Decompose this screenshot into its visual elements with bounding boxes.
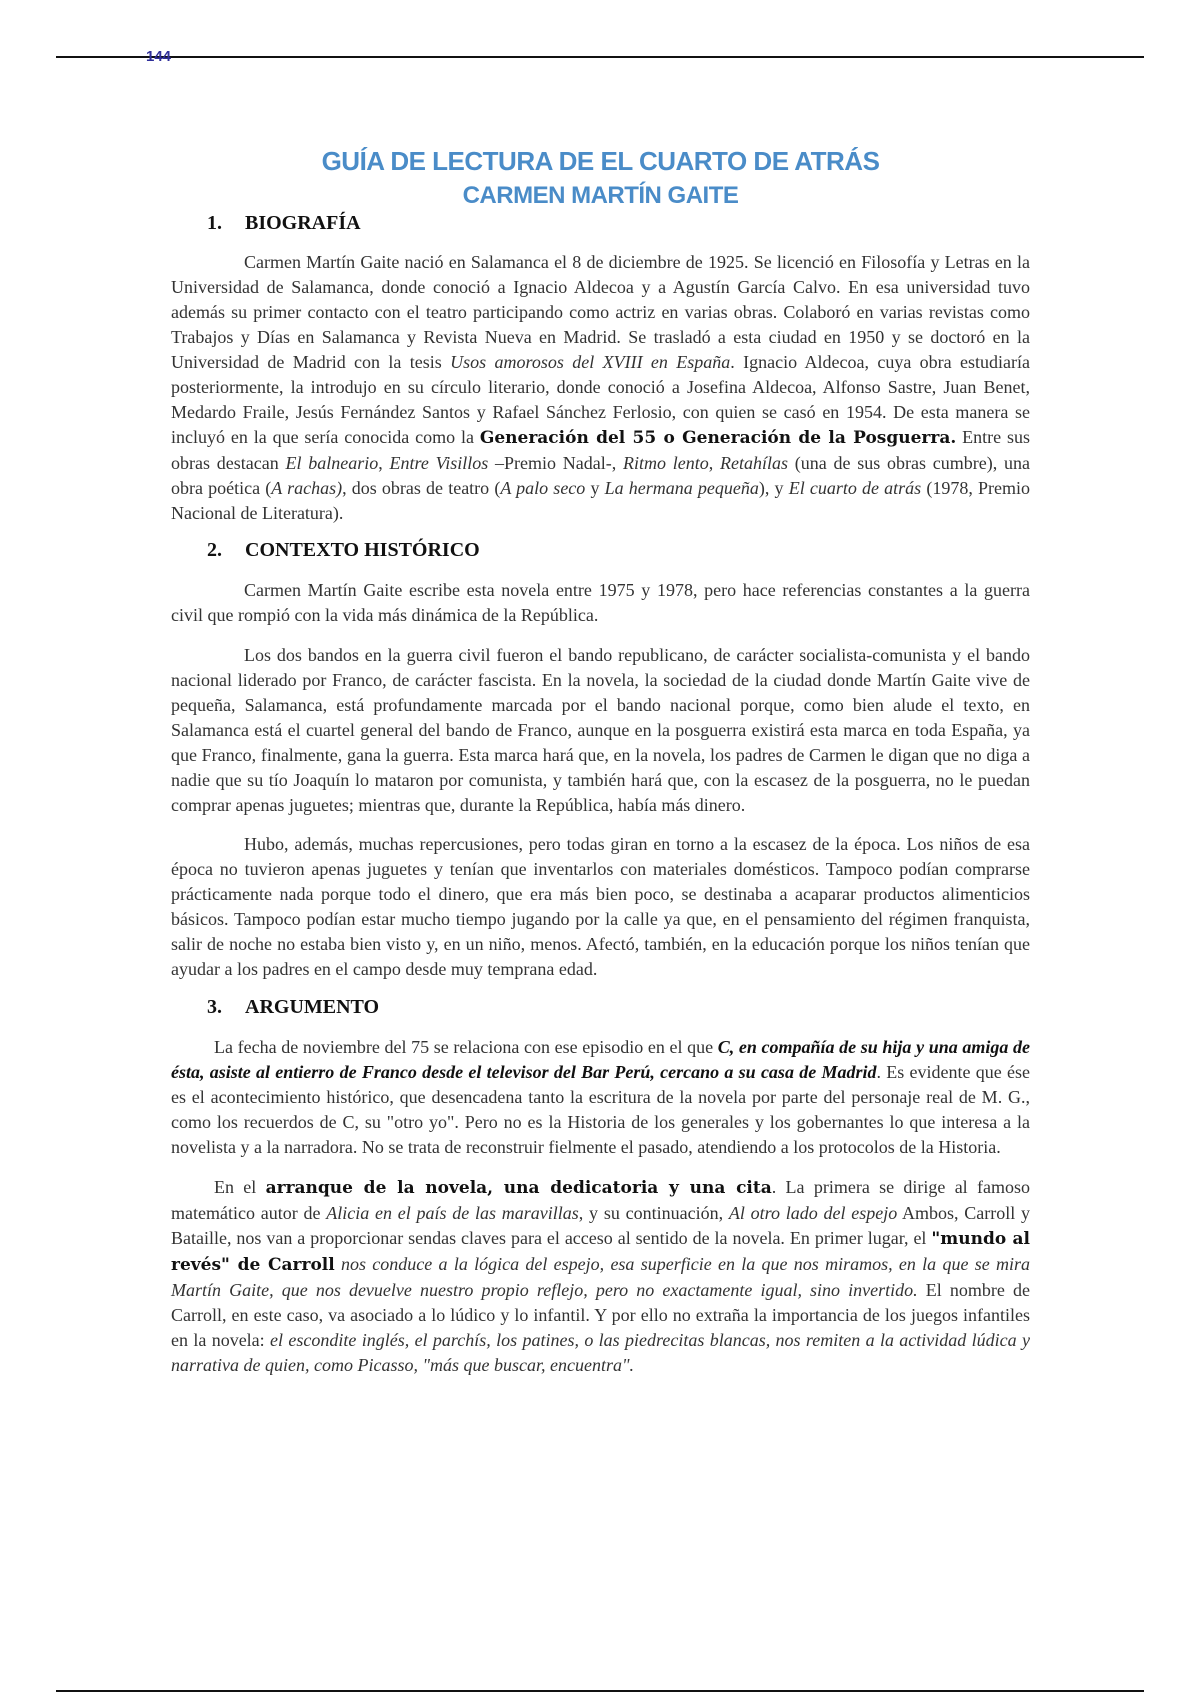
page-number: 144 <box>146 48 172 65</box>
text-run: Carmen Martín Gaite nació en Salamanca el 8 de diciembre de 1925. Se licenció en Filosofía y Letras en la Universidad de Salamanca, donde conoció a Ignacio Aldecoa y a Agustín García Calvo. En esa universidad tuvo además su primer contacto con el teatro participando como actriz en varias obras. Colaboró en varias revistas como Trabajos y Días en Salamanca y Revista Nueva en Madrid. Se trasladó a esta ciudad en 1950 y se doctoró en la Universidad de Madrid con la tesis <box>171 252 1030 372</box>
text-run-strong: "mundo al revés" de Carroll <box>171 1229 1030 1275</box>
top-rule <box>56 56 1144 58</box>
text-run: ), y <box>758 478 789 498</box>
text-run-em: El balneario <box>285 453 379 473</box>
section-title: ARGUMENTO <box>245 996 380 1018</box>
text-run-em: A palo seco <box>500 478 586 498</box>
document-title: GUÍA DE LECTURA DE EL CUARTO DE ATRÁS <box>321 146 880 176</box>
bottom-rule <box>56 1690 1144 1692</box>
text-run-em: Retahílas <box>720 453 789 473</box>
text-run-em: nos conduce a la lógica del espejo, esa superficie en la que nos miramos, en la que se mira Martín Gaite, que nos devuelve nuestro propio reflejo, pero no exactamente igual, sino invertido. <box>171 1254 1031 1300</box>
text-run: –Premio Nadal-, <box>488 453 624 473</box>
text-run: Carmen Martín Gaite escribe esta novela entre 1975 y 1978, pero hace referencias constantes a la guerra civil que rompió con la vida más dinámica de la República. <box>171 580 1030 625</box>
text-run-em: A rachas) <box>271 478 343 498</box>
paragraph <box>171 643 1030 818</box>
text-run: La fecha de noviembre del 75 se relaciona con ese episodio en el que <box>214 1037 718 1057</box>
text-run: En el <box>214 1177 266 1197</box>
text-run-em: Ritmo lento <box>623 453 709 473</box>
text-run: , <box>378 453 390 473</box>
section-number: 3. <box>207 996 222 1018</box>
text-run-strong: Generación del 55 o Generación de la Posguerra. <box>479 428 957 448</box>
section-heading-argumento <box>171 994 1030 1020</box>
text-run-em: Al otro lado del espejo <box>728 1203 898 1223</box>
text-run-em: Entre Visillos <box>389 453 489 473</box>
text-run: El nombre de Carroll, en este caso, va asociado a lo lúdico y lo infantil. Y por ello no extraña la importancia de los juegos infantiles en la novela: <box>171 1280 1030 1350</box>
document-body <box>171 144 1030 1378</box>
paragraph <box>171 250 1030 526</box>
document-subtitle: CARMEN MARTÍN GAITE <box>462 182 739 209</box>
text-run: , <box>708 453 721 473</box>
text-run-em: Usos amorosos del XVIII en España <box>450 352 731 372</box>
text-run-em: el escondite inglés, el parchís, los patines, o las piedrecitas blancas, nos remiten a la actividad lúdica y narrativa de quien, como Picasso, "más que buscar, encuentra". <box>171 1330 1030 1375</box>
text-run: (1978, Premio Nacional de Literatura). <box>171 478 1030 523</box>
text-run: y <box>585 478 605 498</box>
section-heading-biografia <box>171 210 1030 236</box>
section-number: 1. <box>207 212 222 234</box>
section-number: 2. <box>207 539 222 561</box>
text-run: Ambos, Carroll y Bataille, nos van a proporcionar sendas claves para el acceso al sentido de la novela. En primer lugar, el <box>171 1203 1031 1248</box>
text-run: . La primera se dirige al famoso matemático autor de <box>171 1177 1030 1223</box>
text-run: Entre sus obras destacan <box>171 427 1031 473</box>
text-run-em: La hermana pequeña <box>604 478 759 498</box>
section-heading-contexto <box>171 537 1030 563</box>
text-run-strong: arranque de la novela, una dedicatoria y una cita <box>265 1178 772 1198</box>
text-run: (una de sus obras cumbre), una obra poética ( <box>171 453 1031 498</box>
text-run-em: Alicia en el país de las maravillas <box>326 1203 579 1223</box>
text-run: Los dos bandos en la guerra civil fueron el bando republicano, de carácter socialista-comunista y el bando nacional liderado por Franco, de carácter fascista. En la novela, la sociedad de la ciudad donde Martín Gaite vive de pequeña, Salamanca, está profundamente marcada por el bando nacional porque, como bien alude el texto, en Salamanca está el cuartel general del bando de Franco, aunque en la posguerra existirá esta marca en toda España, ya que Franco, finalmente, gana la guerra. Esta marca hará que, en la novela, los padres de Carmen le digan que no diga a nadie que su tío Joaquín lo mataron por comunista, y también hará que, con la escasez de la posguerra, no le puedan comprar apenas juguetes; mientras que, durante la República, había más dinero. <box>171 645 1030 815</box>
text-run: Hubo, además, muchas repercusiones, pero todas giran en torno a la escasez de la época. Los niños de esa época no tuvieron apenas juguetes y tenían que inventarlos con materiales domésticos. Tampoco podían comprarse prácticamente nada porque todo el dinero, que era más bien poco, se destinaba a acaparar productos alimenticios básicos. Tampoco podían estar mucho tiempo jugando por la calle ya que, en el pensamiento del régimen franquista, salir de noche no estaba bien visto y, en un niño, menos. Afectó, también, en la educación porque los niños tenían que ayudar a los padres en el campo desde muy temprana edad. <box>171 834 1030 979</box>
text-run-em: El cuarto de atrás <box>788 478 922 498</box>
section-title: BIOGRAFÍA <box>245 212 361 234</box>
text-run-strong-it: C, en compañía de su hija y una amiga de ésta, asiste al entierro de Franco desde el televisor del Bar Perú, cercano a su casa de Madrid <box>171 1037 1030 1082</box>
paragraph <box>171 832 1030 982</box>
paragraph <box>171 1035 1030 1160</box>
text-run: . Es evidente que ése es el acontecimiento histórico, que desencadena tanto la escritura de la novela por parte del personaje real de M. G., como los recuerdos de C, su "otro yo". Pero no es la Historia de los generales y los gobernantes lo que interesa a la novelista y a la narradora. No se trata de reconstruir fielmente el pasado, atendiendo a los protocolos de la Historia. <box>171 1062 1030 1157</box>
text-run: . Ignacio Aldecoa, cuya obra estudiaría posteriormente, la introdujo en su círculo literario, donde conoció a Josefina Aldecoa, Alfonso Sastre, Juan Benet, Medardo Fraile, Jesús Fernández Santos y Rafael Sánchez Ferlosio, con quien se casó en 1954. De esta manera se incluyó en la que sería conocida como la <box>171 352 1030 447</box>
paragraph <box>171 578 1030 628</box>
paragraph <box>171 1175 1030 1378</box>
title-block <box>171 144 1030 212</box>
text-run: , dos obras de teatro ( <box>342 478 501 498</box>
text-run: , y su continuación, <box>578 1203 729 1223</box>
section-title: CONTEXTO HISTÓRICO <box>245 539 480 561</box>
